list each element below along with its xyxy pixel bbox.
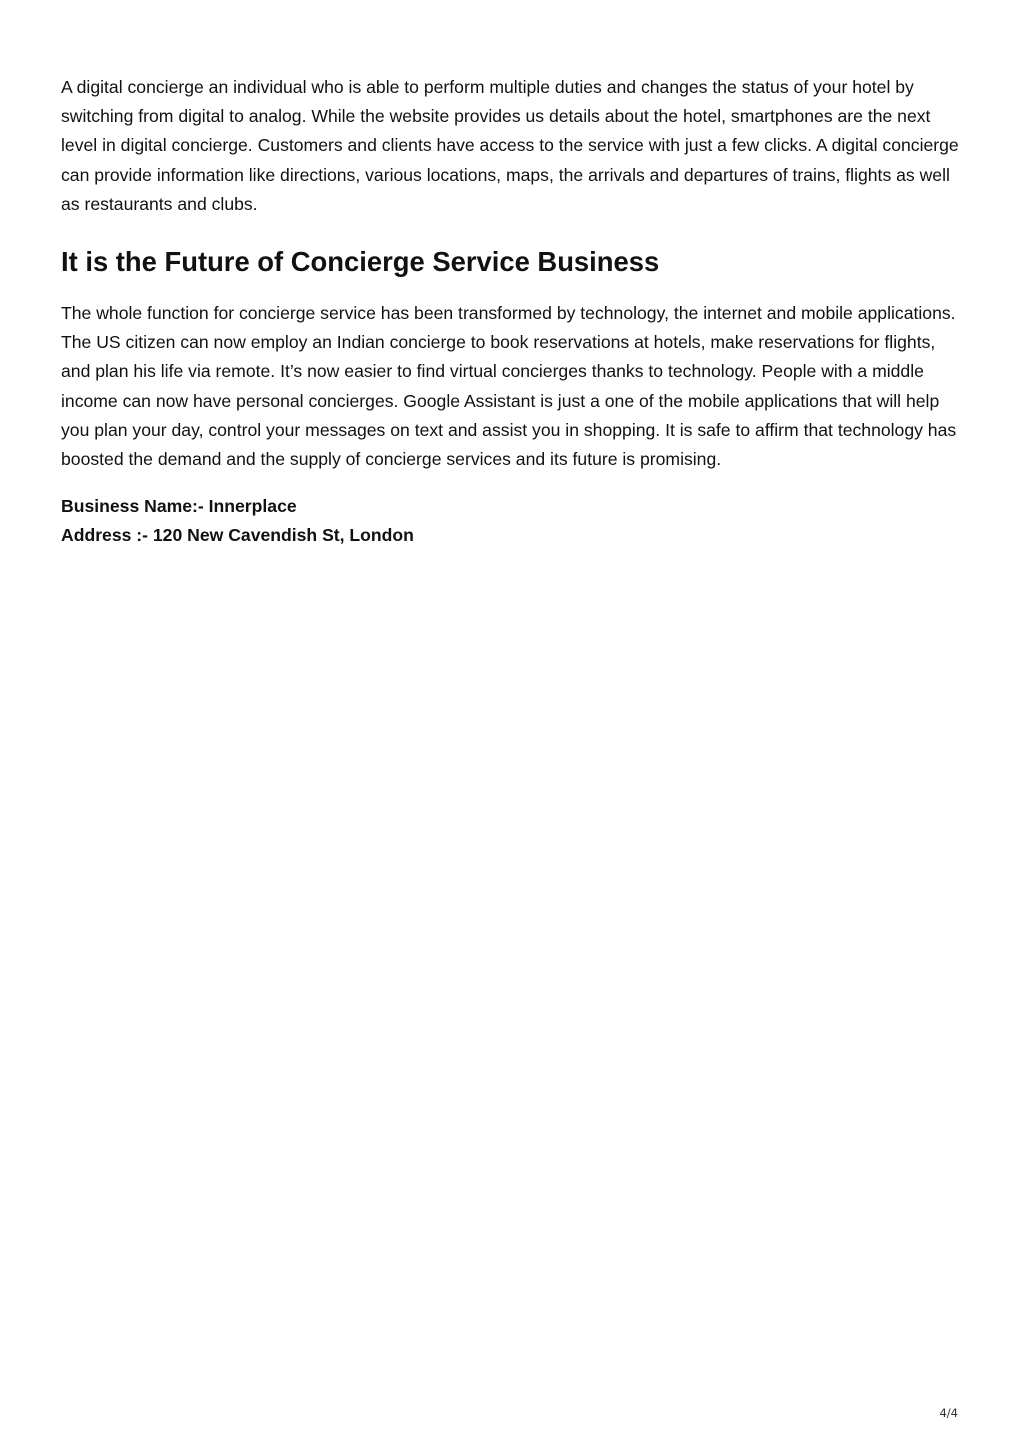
business-address: Address :- 120 New Cavendish St, London	[61, 525, 414, 546]
document-content	[61, 73, 966, 551]
page-number: 4/4	[939, 1406, 958, 1420]
business-name: Business Name:- Innerplace	[61, 496, 297, 517]
intro-paragraph: A digital concierge an individual who is able to perform multiple duties and changes the status of your hotel by switching from digital to analog. While the website provides us details about the hotel, smartphones are the next level in digital concierge. Customers and clients have access to the service with just a few clicks. A digital concierge can provide information like directions, various locations, maps, the arrivals and departures of trains, flights as well as restaurants and clubs.	[61, 77, 959, 214]
body-paragraph: The whole function for concierge service has been transformed by technology, the internet and mobile applications. The US citizen can now employ an Indian concierge to book reservations at hotels, make reservations for flights, and plan his life via remote. It’s now easier to find virtual concierges thanks to technology. People with a middle income can now have personal concierges. Google Assistant is just a one of the mobile applications that will help you plan your day, control your messages on text and assist you in shopping. It is safe to affirm that technology has boosted the demand and the supply of concierge services and its future is promising.	[61, 303, 957, 470]
business-info	[61, 492, 966, 550]
section-heading: It is the Future of Concierge Service Business	[61, 246, 660, 278]
